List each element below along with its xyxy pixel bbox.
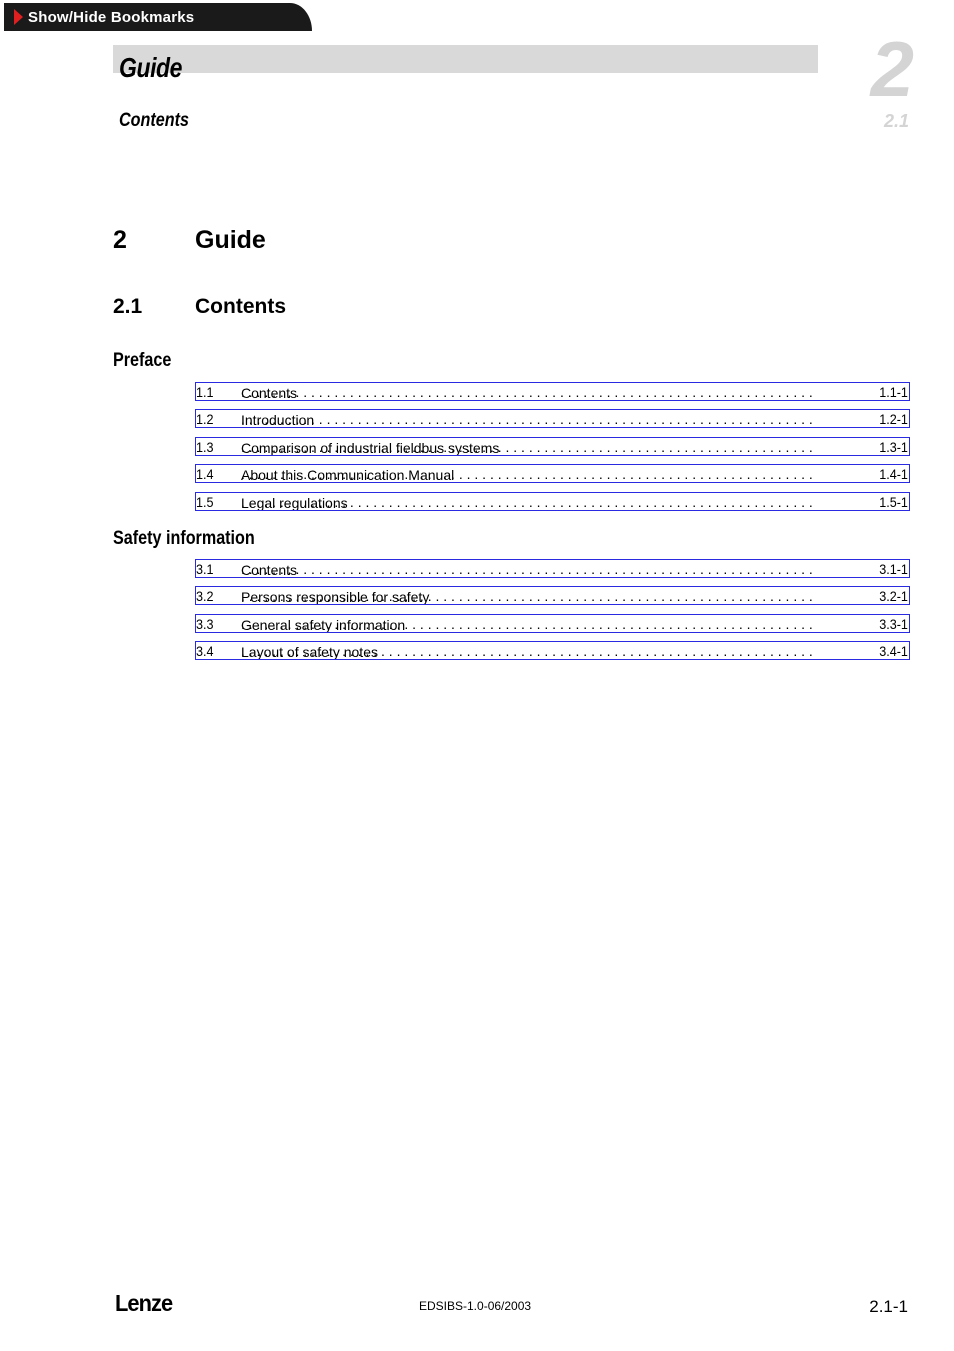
toc-entry-number: 3.1	[196, 561, 214, 577]
toc-group-title-safety: Safety information	[113, 528, 255, 549]
show-hide-bookmarks-button[interactable]	[4, 3, 312, 31]
toc-entry-page: 3.1-1	[879, 561, 908, 577]
document-code: EDSIBS-1.0-06/2003	[419, 1299, 532, 1313]
bookmark-button-label: Show/Hide Bookmarks	[28, 8, 195, 26]
toc-entry-title: Layout of safety notes	[241, 644, 378, 660]
toc-entry-title: About this Communication Manual	[241, 467, 455, 483]
toc-entry[interactable]	[195, 492, 910, 511]
play-arrow-icon	[14, 9, 23, 25]
toc-entry-number: 3.2	[196, 588, 214, 605]
toc-list-safety	[195, 559, 910, 669]
toc-entry-title: Persons responsible for safety	[241, 589, 430, 605]
toc-entry-number: 1.5	[196, 493, 214, 510]
toc-entry-title: Contents	[241, 385, 298, 400]
toc-entry-page: 3.3-1	[879, 615, 908, 632]
toc-entry[interactable]	[195, 641, 910, 660]
toc-entry-title: Comparison of industrial fieldbus systems	[241, 439, 500, 455]
toc-entry[interactable]	[195, 409, 910, 428]
toc-entry-page: 1.3-1	[879, 438, 908, 455]
toc-entry[interactable]	[195, 614, 910, 633]
header-bar	[113, 45, 818, 73]
toc-entry[interactable]	[195, 437, 910, 456]
toc-entry[interactable]	[195, 464, 910, 483]
toc-entry-page: 3.4-1	[879, 643, 908, 660]
toc-entry-page: 1.1-1	[879, 384, 908, 400]
toc-entry-number: 3.3	[196, 615, 214, 632]
toc-entry-number: 3.4	[196, 643, 214, 660]
toc-entry[interactable]	[195, 559, 910, 578]
chapter-title: Guide	[195, 226, 266, 254]
toc-list-preface	[195, 382, 910, 519]
section-title: Contents	[195, 295, 286, 318]
toc-entry-number: 1.4	[196, 466, 214, 483]
toc-entry-title: Contents	[241, 562, 298, 577]
running-header-title: Guide	[119, 52, 183, 83]
toc-group-title-preface: Preface	[113, 350, 172, 371]
page-number: 2.1-1	[869, 1297, 908, 1316]
toc-entry-number: 1.3	[196, 438, 214, 455]
toc-entry-page: 1.2-1	[879, 411, 908, 428]
section-number-watermark: 2.1	[883, 111, 909, 131]
chapter-number-watermark: 2	[870, 25, 914, 113]
chapter-number: 2	[113, 226, 127, 254]
running-header-subtitle: Contents	[119, 110, 189, 131]
toc-entry-page: 1.5-1	[879, 493, 908, 510]
toc-entry-number: 1.1	[196, 384, 214, 400]
toc-entry-title: General safety information	[241, 616, 406, 632]
lenze-logo: Lenze	[115, 1290, 173, 1316]
toc-entry[interactable]	[195, 382, 910, 401]
toc-entry-page: 1.4-1	[879, 466, 908, 483]
toc-entry-title: Introduction	[241, 412, 315, 428]
toc-entry-title: Legal regulations	[241, 494, 348, 510]
toc-entry[interactable]	[195, 586, 910, 605]
toc-entry-number: 1.2	[196, 411, 214, 428]
section-number: 2.1	[113, 295, 143, 318]
toc-entry-page: 3.2-1	[879, 588, 908, 605]
